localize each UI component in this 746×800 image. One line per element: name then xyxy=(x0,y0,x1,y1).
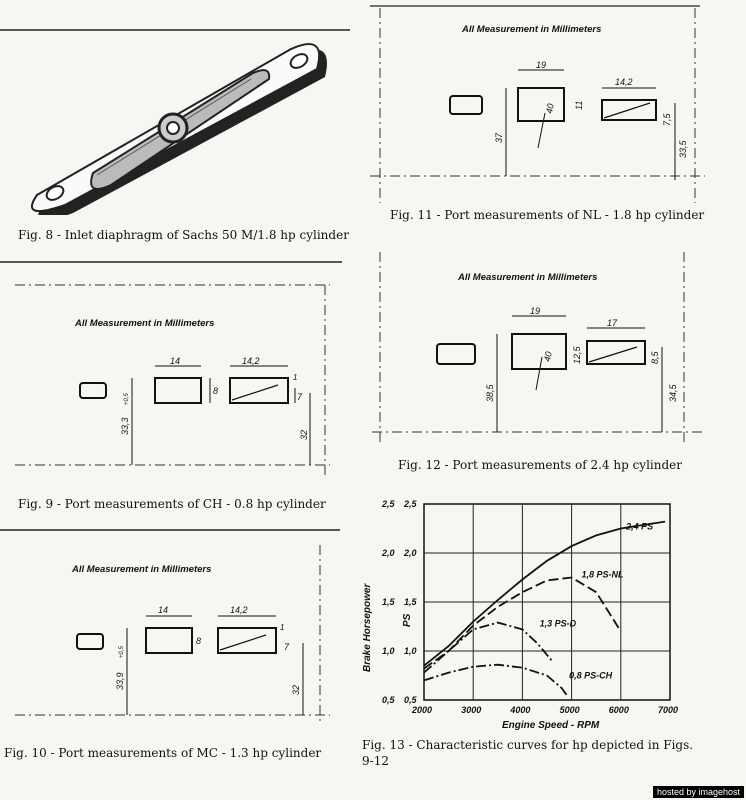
chart-ylabel: Brake Horsepower xyxy=(362,583,373,672)
fig11-height-left: 37 xyxy=(494,132,504,143)
chart-ytick-label: 2,5 xyxy=(404,499,417,509)
chart-ytick-label-outer: 2,0 xyxy=(382,548,395,558)
chart-series-label: 0,8 PS-CH xyxy=(569,670,613,681)
fig10-height-left: 33,9 xyxy=(115,672,125,690)
fig11-port-diagram xyxy=(370,8,705,203)
fig10-h1: 8 xyxy=(196,636,202,646)
chart-series-line xyxy=(424,665,567,695)
chart-series-group xyxy=(424,522,665,696)
chart-ylabel2: PS xyxy=(402,613,413,627)
fig8-caption: Fig. 8 - Inlet diaphragm of Sachs 50 M/1.8 hp cylinder xyxy=(18,228,349,242)
fig11-height-right: 33,5 xyxy=(678,140,688,158)
fig11-h2: 7,5 xyxy=(662,113,672,126)
fig10-caption: Fig. 10 - Port measurements of MC - 1.3 hp cylinder xyxy=(4,746,322,760)
watermark: hosted by imagehost xyxy=(653,786,744,798)
fig9-header: All Measurement in Millimeters xyxy=(75,318,215,329)
fig10-header: All Measurement in Millimeters xyxy=(72,564,212,575)
fig8-diaphragm-drawing xyxy=(15,35,345,215)
chart-series-label: 2,4 PS xyxy=(626,521,654,532)
fig9-small: 1 xyxy=(293,373,298,382)
fig12-header: All Measurement in Millimeters xyxy=(458,272,598,283)
fig11-diag: 40 xyxy=(544,102,556,115)
fig12-height-left: 38,5 xyxy=(485,384,495,402)
chart-grid xyxy=(424,504,670,700)
chart-ytick-label: 0,5 xyxy=(404,695,417,705)
fig10-tol: +0,5 xyxy=(119,646,125,658)
chart-xtick-label: 5000 xyxy=(559,705,580,715)
chart-ytick-label-outer: 1,5 xyxy=(382,597,395,607)
chart-xtick-label: 3000 xyxy=(461,705,482,715)
chart-xtick-label: 4000 xyxy=(510,705,531,715)
fig12-height-right: 34,5 xyxy=(668,384,678,402)
fig10-w1: 14 xyxy=(158,605,169,615)
fig11-w2: 14,2 xyxy=(615,77,633,87)
chart-ytick-label: 1,0 xyxy=(404,646,417,656)
fig9-port-diagram xyxy=(10,280,340,480)
chart-series-label: 1,8 PS-NL xyxy=(581,569,624,580)
fig9-w1: 14 xyxy=(170,356,181,366)
chart-ytick-label-outer: 2,5 xyxy=(382,499,395,509)
fig9-tol: +0,5 xyxy=(124,393,130,405)
fig13-chart xyxy=(352,492,692,732)
chart-ytick-label-outer: 0,5 xyxy=(382,695,395,705)
chart-xlabel: Engine Speed - RPM xyxy=(502,720,600,731)
fig9-w2: 14,2 xyxy=(242,356,260,366)
fig11-caption: Fig. 11 - Port measurements of NL - 1.8 hp cylinder xyxy=(390,208,705,222)
chart-xtick-label: 7000 xyxy=(658,705,679,715)
fig12-w2: 17 xyxy=(607,318,618,328)
chart-xtick-label: 6000 xyxy=(608,705,629,715)
fig10-port-diagram xyxy=(10,540,340,730)
chart-series-label: 1,3 PS-D xyxy=(539,618,577,629)
fig12-w1: 19 xyxy=(530,306,541,316)
fig11-w1: 19 xyxy=(536,60,547,70)
fig12-diag: 40 xyxy=(542,350,554,363)
fig12-port-diagram xyxy=(372,252,702,442)
fig10-w2: 14,2 xyxy=(230,605,248,615)
fig10-height-right: 32 xyxy=(291,684,301,695)
fig11-header: All Measurement in Millimeters xyxy=(462,24,602,35)
chart-ytick-label: 1,5 xyxy=(404,597,417,607)
fig10-small: 1 xyxy=(280,623,285,632)
chart-ytick-label-outer: 1,0 xyxy=(382,646,395,656)
fig9-h1: 8 xyxy=(213,386,219,396)
fig10-h2: 7 xyxy=(284,642,290,652)
fig9-h2: 7 xyxy=(297,392,303,402)
fig12-h1: 12,5 xyxy=(572,346,582,364)
fig9-height-right: 32 xyxy=(299,429,309,440)
fig9-height-left: 33,3 xyxy=(120,417,130,435)
fig13-caption-line2: 9-12 xyxy=(362,754,389,768)
chart-series-line xyxy=(424,522,665,666)
fig12-caption: Fig. 12 - Port measurements of 2.4 hp cylinder xyxy=(398,458,683,472)
chart-series-line xyxy=(424,623,552,673)
fig12-h2: 8,5 xyxy=(650,351,660,364)
chart-ytick-label: 2,0 xyxy=(404,548,417,558)
fig11-h1: 11 xyxy=(574,100,584,110)
chart-xtick-label: 2000 xyxy=(412,705,433,715)
fig9-caption: Fig. 9 - Port measurements of CH - 0.8 hp cylinder xyxy=(18,497,326,511)
fig13-caption-line1: Fig. 13 - Characteristic curves for hp depicted in Figs. xyxy=(362,738,694,752)
